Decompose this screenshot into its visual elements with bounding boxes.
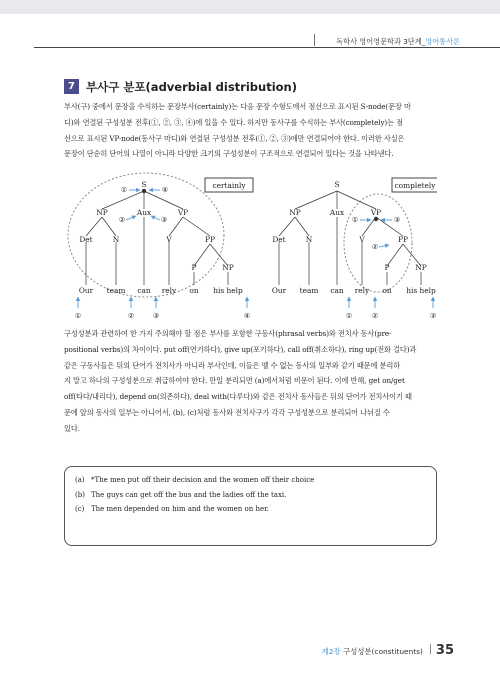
- footer-chapter-prefix: 제2장: [321, 647, 341, 656]
- word-on: on: [382, 286, 392, 295]
- footer-chapter: [322, 646, 423, 657]
- example-text: *The men put off their decision and the women off their choice: [91, 476, 315, 484]
- node-Det: Det: [272, 235, 286, 244]
- marker-1: ①: [351, 216, 359, 224]
- marker-1: ①: [345, 312, 353, 320]
- marker-3: ③: [429, 312, 437, 320]
- paragraph-intro: [64, 99, 437, 162]
- paragraph-line: 디)와 연결된 구성성분 전후(①, ②, ③, ④)에 있을 수 있다. 하지만 동사구를 수식하는 부사(completely)는 점: [64, 117, 404, 127]
- word-on: on: [189, 286, 199, 295]
- adverb-label-completely: completely: [394, 181, 436, 190]
- node-VP: VP: [370, 208, 382, 217]
- node-Aux: Aux: [329, 208, 345, 217]
- header-divider: [314, 34, 315, 46]
- page-header: [0, 0, 500, 50]
- paragraph-line: 선으로 표시된 VP-node(동사구 마디)와 연결된 구성성분 전후(①, ②, ③)에만 연결되어야 한다. 이러한 사실은: [64, 133, 405, 143]
- section-number: 7: [64, 79, 79, 94]
- page-footer: [322, 643, 454, 658]
- node-Aux: Aux: [136, 208, 152, 217]
- header-bar: [0, 0, 500, 14]
- word-can: can: [137, 286, 151, 295]
- example-c: [75, 502, 426, 517]
- tree-certainly: [68, 173, 253, 320]
- word-his-help: his help: [213, 286, 243, 295]
- adverb-label-certainly: certainly: [212, 181, 246, 190]
- header-series-subject: 영어통사론: [425, 37, 460, 46]
- tree-completely: [272, 178, 437, 320]
- header-title: [336, 37, 460, 47]
- node-S: S: [141, 180, 147, 189]
- node-Det: Det: [79, 235, 93, 244]
- example-b: [75, 488, 426, 503]
- section-title: 부사구 분포(adverbial distribution): [86, 79, 297, 94]
- word-his-help: his help: [406, 286, 436, 295]
- word-rely: rely: [354, 286, 370, 295]
- example-text: The guys can get off the bus and the ladies off the taxi.: [91, 490, 287, 499]
- example-label: (b): [75, 490, 85, 499]
- word-our: Our: [78, 286, 94, 295]
- node-P: P: [384, 263, 390, 272]
- example-label: (a): [75, 476, 85, 484]
- paragraph-line: 같은 구동사들은 뒤의 단어가 전치사가 아니라 부사인데, 이들은 뗄 수 없는 동사의 일부와 같기 때문에 분리하: [64, 360, 401, 370]
- example-label: (c): [75, 505, 85, 513]
- example-text: The men depended on him and the women on her.: [91, 505, 269, 513]
- tree-diagrams: [64, 172, 437, 322]
- section-heading: [64, 79, 297, 94]
- node-V: V: [166, 235, 172, 244]
- example-a: [75, 473, 426, 488]
- word-team: team: [299, 286, 319, 295]
- paragraph-line: 구성성분과 관련하여 한 가지 주의해야 할 점은 부사를 포함한 구동사(phrasal verbs)와 전치사 동사(pre-: [64, 329, 392, 338]
- node-VP: VP: [177, 208, 189, 217]
- node-V: V: [359, 235, 365, 244]
- node-N: N: [305, 235, 313, 244]
- marker-4: ④: [243, 312, 251, 320]
- word-our: Our: [271, 286, 287, 295]
- marker-3: ③: [152, 312, 160, 320]
- footer-chapter-title: 구성성분(constituents): [342, 647, 423, 656]
- node-P: P: [191, 263, 197, 272]
- marker-2: ②: [371, 312, 379, 320]
- node-PP: PP: [205, 235, 215, 244]
- s-node-dot: [142, 189, 146, 193]
- word-can: can: [330, 286, 344, 295]
- node-NP: NP: [222, 263, 234, 272]
- footer-divider: [430, 644, 431, 654]
- header-rule: [34, 47, 500, 48]
- node-PP: PP: [398, 235, 408, 244]
- paragraph-line: off(타다/내리다), depend on(의존하다), deal with(다루다)와 같은 전치사 동사들은 뒤의 단어가 전치사이기 때: [64, 392, 412, 402]
- page-number: 35: [435, 643, 454, 658]
- marker-1: ①: [74, 312, 82, 320]
- marker-2: ②: [127, 312, 135, 320]
- paragraph-line: 지 말고 하나의 구성성분으로 취급하여야 한다. 만일 분리되면 (a)에서처럼 비문이 된다. 이에 반해, get on/get: [64, 376, 405, 386]
- node-NP: NP: [415, 263, 427, 272]
- paragraph-line: 문에 앞의 동사의 일부는 아니어서, (b), (c)처럼 동사와 전치사구가 각각 구성성분으로 분리되어 나뉘질 수: [64, 407, 390, 417]
- word-rely: rely: [161, 286, 177, 295]
- marker-4: ④: [161, 186, 169, 194]
- node-NP: NP: [96, 208, 108, 217]
- marker-1: ①: [120, 186, 128, 194]
- marker-2: ②: [118, 216, 126, 224]
- paragraph-line: 문장이 단순히 단어의 나열이 아니라 다양한 크기의 구성성분이 구조적으로 연결되어 있다는 것을 나타낸다.: [64, 149, 394, 159]
- paragraph-line: 있다.: [64, 423, 80, 433]
- paragraph-phrasal-verbs: [64, 326, 437, 437]
- header-series-prefix: 독학사 영어영문학과 3단계_: [336, 37, 426, 46]
- paragraph-line: 부사(구) 중에서 문장을 수식하는 문장부사(certainly)는 다음 문장 수형도에서 점선으로 표시된 S-node(문장 마: [64, 102, 411, 111]
- node-N: N: [112, 235, 120, 244]
- marker-3: ③: [393, 216, 401, 224]
- node-S: S: [334, 180, 340, 189]
- vp-node-dot: [374, 217, 378, 221]
- marker-3: ③: [160, 216, 168, 224]
- paragraph-line: positional verbs)의 차이이다. put off(연기하다), give up(포기하다), call off(취소하다), ring up(전화 걸다)과: [64, 344, 417, 354]
- node-NP: NP: [289, 208, 301, 217]
- word-team: team: [106, 286, 126, 295]
- marker-2: ②: [371, 243, 379, 251]
- example-box: [64, 466, 437, 546]
